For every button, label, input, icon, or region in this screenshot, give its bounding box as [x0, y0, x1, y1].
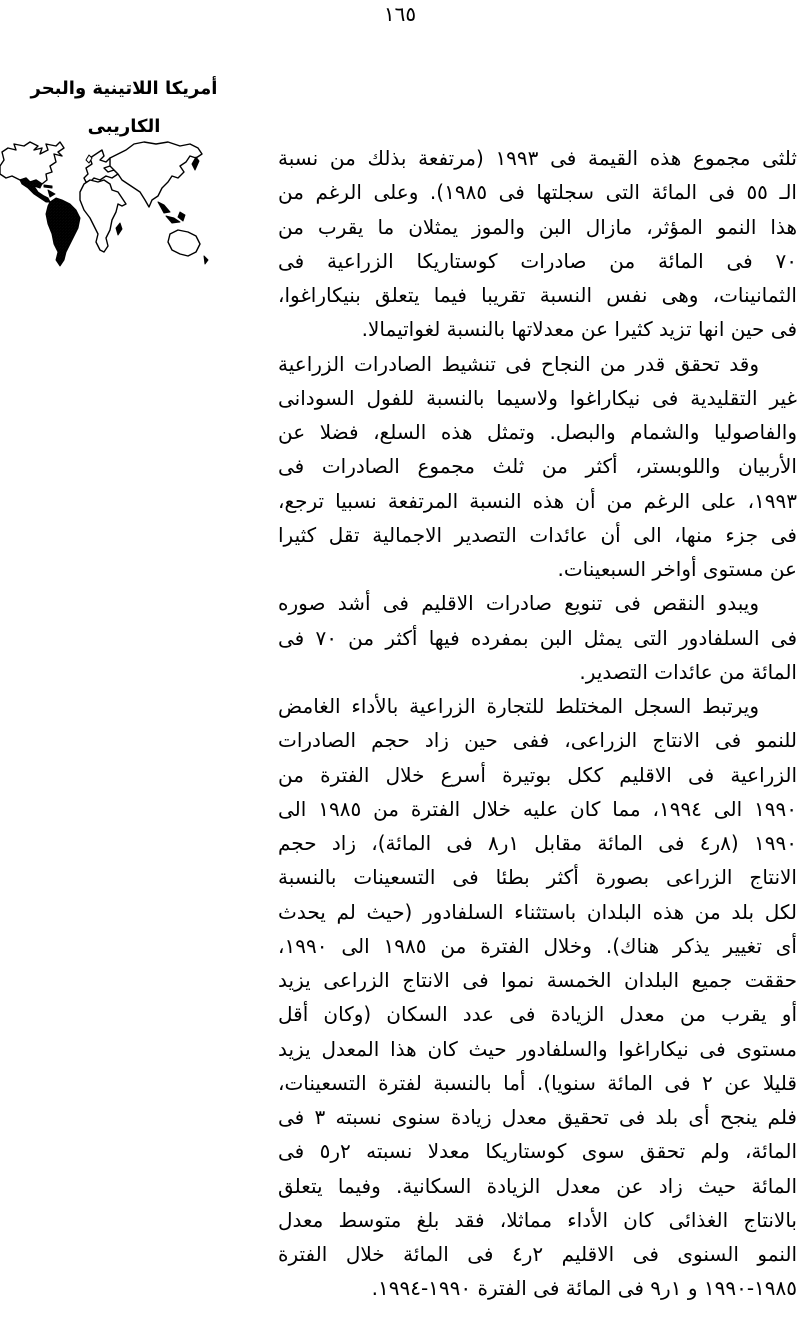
- text-line: فلم ينجح أى بلد فى تحقيق معدل زيادة سنوى نسبته ٣ فى: [278, 1105, 797, 1129]
- map-asia: [110, 142, 202, 207]
- text-line: أو يقرب من معدل الزيادة فى عدد السكان (وكان أقل: [278, 1002, 797, 1027]
- text-line: المائة، ولم تحقق سوى كوستاريكا معدلا نسبته ٢ر٥ فى: [278, 1139, 797, 1164]
- map-africa: [80, 180, 126, 252]
- text-line: والفاصوليا والشمام والبصل. وتمثل هذه السلع، فضلا عن: [278, 420, 797, 444]
- map-madagascar: [116, 223, 122, 235]
- text-line: الثمانينات، وهى نفس النسبة تقريبا فيما يتعلق بنيكاراغوا،: [278, 283, 797, 307]
- text-line: قليلا عن ٢ فى المائة سنويا). أما بالنسبة لفترة التسعينات،: [278, 1070, 797, 1095]
- paragraph-4: [278, 689, 797, 1306]
- map-japan: [192, 157, 199, 170]
- text-line: عن مستوى أواخر السبعينات.: [557, 557, 797, 581]
- text-line: هذا النمو المؤثر، مازال البن والموز يمثلان ما يقرب من: [278, 214, 797, 239]
- text-line: وقد تحقق قدر من النجاح فى تنشيط الصادرات الزراعية: [278, 351, 759, 376]
- text-line: ويرتبط السجل المختلط للتجارة الزراعية بالأداء الغامض: [278, 694, 759, 718]
- text-line: ١٩٩٠ الى ١٩٩٤، مما كان عليه خلال الفترة من ١٩٨٥ الى: [278, 796, 797, 821]
- page-number: ١٦٥: [383, 2, 417, 26]
- region-heading: [0, 70, 248, 146]
- text-line: الانتاج الزراعى بصورة أكثر بطئا فى التسعينات بالنسبة: [278, 865, 797, 890]
- region-heading-line2: الكاريبى: [87, 116, 161, 137]
- paragraph-3: [278, 586, 797, 689]
- paragraph-2: [278, 347, 797, 587]
- text-line: فى جزء منها، الى أن عائدات التصدير الاجمالية تقل كثيرا: [278, 522, 797, 547]
- text-line: حققت جميع البلدان الخمسة نموا فى الانتاج الزراعى يزيد: [278, 968, 797, 992]
- map-indonesia: [158, 202, 185, 223]
- text-line: مستوى فى نيكاراغوا والسلفادور حيث كان هذا المعدل يزيد: [278, 1036, 797, 1061]
- world-map-icon: [0, 140, 232, 268]
- text-line: ١٩٨٥-١٩٩٠ و ١ر٩ فى المائة فى الفترة ١٩٩٠-١٩٩٤.: [371, 1276, 797, 1301]
- text-line: ١٩٩٠ (٨ر٤ فى المائة مقابل ١ر٨ فى المائة)، زاد حجم: [278, 831, 797, 855]
- region-heading-line1: أمريكا اللاتينية والبحر: [30, 78, 218, 99]
- map-north-america: [0, 142, 64, 184]
- text-line: بالانتاج الغذائى كان الأداء مماثلا، فقد بلغ متوسط معدل: [278, 1207, 797, 1232]
- text-line: الزراعية فى الاقليم ككل بوتيرة أسرع خلال الفترة من: [278, 762, 797, 787]
- text-line: المائة من عائدات التصدير.: [579, 659, 797, 684]
- map-caribbean-islands: [44, 185, 55, 197]
- text-line: الـ ٥٥ فى المائة التى سجلتها فى ١٩٨٥). وعلى الرغم من: [278, 180, 797, 205]
- paragraph-1: [278, 141, 797, 347]
- article-text: [278, 141, 797, 1306]
- text-line: ثلثى مجموع هذه القيمة فى ١٩٩٣ (مرتفعة بذلك من نسبة: [278, 146, 797, 170]
- map-south-america-shaded: [46, 198, 80, 266]
- text-line: فى حين انها تزيد كثيرا عن معدلاتها بالنسبة لغواتيمالا.: [361, 317, 797, 342]
- text-line: للنمو فى الانتاج الزراعى، ففى حين زاد حجم الصادرات: [278, 728, 797, 753]
- text-line: النمو السنوى فى الاقليم ٢ر٤ فى المائة خلال الفترة: [278, 1242, 798, 1266]
- text-line: لكل بلد من هذه البلدان باستثناء السلفادور (حيث لم يحدث: [278, 899, 797, 924]
- map-australia: [168, 230, 200, 256]
- text-line: غير التقليدية فى نيكاراغوا ولاسيما بالنسبة للفول السودانى: [278, 385, 797, 410]
- text-line: ٧٠ فى المائة من صادرات كوستاريكا الزراعية فى: [278, 248, 797, 273]
- text-line: ١٩٩٣، على الرغم من أن هذه النسبة المرتفعة نسبيا ترجع،: [278, 488, 797, 513]
- text-line: أى تغيير يذكر هناك). وخلال الفترة من ١٩٨٥ الى ١٩٩٠،: [278, 933, 797, 958]
- text-line: فى السلفادور التى يمثل البن بمفرده فيها أكثر من ٧٠ فى: [278, 625, 798, 650]
- map-new-zealand: [204, 256, 208, 264]
- text-line: ويبدو النقص فى تنويع صادرات الاقليم فى أشد صوره: [278, 591, 759, 616]
- text-line: المائة حيث زاد عن معدل الزيادة السكانية. وفيما يتعلق: [278, 1173, 797, 1198]
- text-line: الأربيان واللوبستر، أكثر من ثلث مجموع الصادرات فى: [278, 454, 797, 479]
